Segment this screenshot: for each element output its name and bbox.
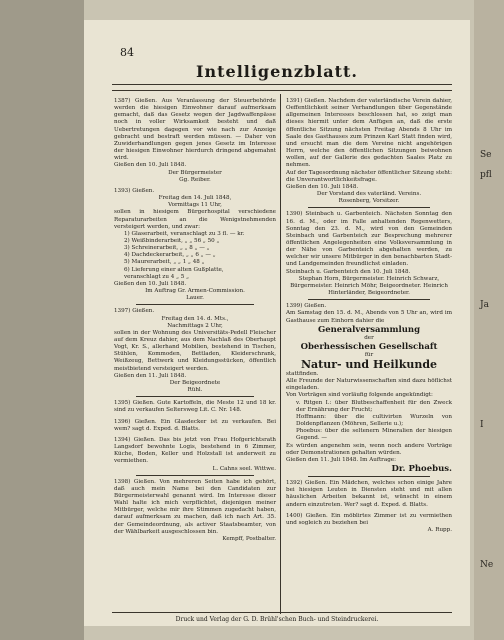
right-text-block: 1399) Gießen.	[286, 303, 327, 310]
left-text-block: Lauer.	[186, 295, 204, 302]
left-text-block: sollen in hiesigem Bürgerhospital verschiedene Reparaturarbeiten an die Wenigstnehmenden versteigert werden, und zwar:	[114, 209, 276, 230]
left-text-block: sollen in der Wohnung des Universitäts-Pedell Fleischer auf dem Kreuz dahier, aus dem Nachlaß des Oberhaupt Vogt, Kr. S., allerhand Mobilien, bestehend in Tischen, Stühlen, Kommoden, Bettladen, Kleiderschrank, Weißzeug, Bettwerk und Kleidungsstücken, öffentlich meistbietend versteigert werden.	[114, 329, 276, 372]
masthead-rule-top	[112, 84, 452, 85]
left-text-block: Freitag den 14. Juli 1848,	[158, 195, 232, 202]
edge-fragment: Ja	[480, 300, 489, 310]
masthead-title: Intelligenzblatt.	[196, 62, 358, 81]
right-text-block: Oberhessischen Gesellschaft	[300, 341, 438, 352]
right-text-block: 1392) Gießen. Ein Mädchen, welches schon einige Jahre bei hiesigen Leuten in Diensten steht und mit allen häuslichen Arbeiten bekannt ist, wünscht in einem andern einzutreten. Wer? sagt d. Exped. d. Blatts.	[286, 480, 452, 508]
right-text-block: Von Vorträgen sind vorläufig folgende angekündigt:	[286, 392, 433, 399]
left-text-block: Rühl.	[187, 387, 203, 394]
right-text-block: Gießen den 10. Juli 1848.	[286, 183, 359, 190]
right-text-block: Auf der Tagesordnung nächster öffentlicher Sitzung steht: die Unverantwortlichkeitsfrage.	[286, 169, 452, 183]
left-text-block: 4) Dachdeckerarbeit, „ „ 6 „ — „	[124, 252, 216, 259]
left-text-block: 1394) Gießen. Das bis jetzt von Frau Hofgerichtsrath Langsdorf bewohnte Logis, bestehend in 6 Zimmer, Küche, Boden, Keller und Holzstall ist anderweit zu vermiethen.	[114, 436, 276, 465]
left-text-block: Kempff, Postbalter.	[222, 535, 276, 542]
notice-separator	[136, 304, 254, 305]
right-text-block: v. Ritgen I.: über Blutbeschaffenheit für den Zweck der Ernährung der Frucht;	[296, 399, 452, 413]
left-text-block: Der Bürgermeister	[168, 169, 222, 176]
right-text-block: 1391) Gießen. Nachdem der vaterländische Verein dahier, Oeffentlichkeit seiner Verhandlungen über Gegenstände allgemeinen Interesses beschlossen hat, so zeigt man dieses hiermit unter dem Anfügen an, daß die erste öffentliche Sitzung nächsten Freitag Abends 8 Uhr im Saale des Gasthauses zum Prinzen Karl Statt finden wird, und ersucht man die dem Vereine nicht angehörigen Herrn, welche den öffentlichen Sitzungen beiwohnen wollen, auf der Gallerie des gedachten Saales Platz zu nehmen.	[286, 98, 452, 169]
left-text-block: 2) Weißbinderarbeit, „ „ 56 „ 50 „	[124, 237, 220, 244]
right-text-block: Alle Freunde der Naturwissenschaften sind dazu höflichst eingeladen.	[286, 378, 452, 392]
imprint-footer: Druck und Verlag der G. D. Brühl'schen Buch- und Steindruckerei.	[175, 616, 379, 623]
edge-fragment: I	[480, 420, 484, 430]
right-text-block: Stephan Horn, Bürgermeister. Heinrich Schwarz, Bürgermeister. Heinrich Möhr, Beigeordneter. Heinrich Hinterländer, Beigeordneter.	[290, 275, 448, 297]
right-text-block: Generalversammlung	[317, 324, 421, 335]
left-text-block: 1393) Gießen.	[114, 187, 155, 194]
left-text-block: 1396) Gießen. Ein Glasdecker ist zu verkaufen. Bei wem? sagt d. Exped. d. Blatts.	[114, 418, 276, 432]
right-text-block: für	[364, 351, 374, 358]
right-text-block: Dr. Phoebus.	[391, 464, 452, 475]
right-text-block: stattfinden.	[286, 371, 319, 377]
notice-separator	[136, 396, 254, 397]
left-text-block: Im Auftrag Gr. Armen-Commission.	[145, 288, 245, 295]
left-text-block: Gg. Reiber.	[179, 176, 211, 183]
right-text-block: Phoebus: über die seltenern Mineralien der hiesigen Gegend. —	[296, 428, 452, 442]
right-text-block: Es würden angenehm sein, wenn noch andere Vorträge oder Demonstrationen gehalten würden.	[286, 442, 452, 456]
left-text-block: L. Cahns seel. Wittwe.	[212, 465, 276, 472]
left-text-block: Nachmittags 2 Uhr,	[167, 322, 223, 329]
left-text-block: veranschlagt zu 4 „ 5 „	[124, 273, 189, 280]
right-text-block: Am Samstag den 15. d. M., Abends von 5 Uhr an, wird im Gasthause zum Einhorn dahier die	[286, 310, 452, 324]
page-number: 84	[120, 46, 134, 59]
left-text-block: 1395) Gießen. Gute Kartoffeln, die Meste 12 und 18 kr. sind zu verkaufen Seltersweg Lit. C. Nr. 148.	[114, 400, 276, 414]
right-text-block: A. Rupp.	[427, 526, 452, 533]
right-text-block: Gießen den 11. Juli 1848. Im Auftrage:	[286, 456, 396, 463]
left-text-block: Freitag den 14. d. Mts.,	[161, 315, 229, 322]
left-column	[114, 98, 276, 543]
left-text-block: Der Beigeordnete	[169, 379, 221, 386]
newspaper-page	[84, 20, 470, 626]
right-text-block: der	[364, 334, 374, 341]
right-text-block: Rosenberg, Vorsitzer.	[338, 198, 400, 205]
left-text-block: 6) Lieferung einer alten Gußplatte,	[124, 266, 224, 273]
right-text-block: Natur- und Heilkunde	[300, 358, 438, 371]
notice-separator	[308, 476, 430, 477]
left-text-block: Gießen den 10. Juli 1848.	[114, 280, 187, 287]
next-page-edge	[474, 0, 504, 640]
notice-separator	[308, 207, 430, 208]
left-text-block: Gießen den 11. Juli 1848.	[114, 372, 187, 379]
right-text-block: 1400) Gießen. Ein möblirtes Zimmer ist zu vermiethen und sogleich zu beziehen bei	[286, 512, 452, 526]
left-text-block: 1) Glaserarbeit, veranschlagt zu 3 fl. — kr.	[124, 230, 245, 237]
notice-separator	[308, 299, 430, 300]
notice-separator	[136, 475, 254, 476]
right-text-block: Der Vorstand des vaterländ. Vereins.	[316, 191, 422, 198]
left-text-block: 5) Maurerarbeit, „ „ 1 „ 48 „	[124, 259, 205, 266]
edge-fragment: Se	[480, 150, 492, 160]
masthead-rule-bottom	[112, 90, 452, 91]
footer-rule	[112, 612, 452, 613]
edge-fragment: Ne	[480, 560, 494, 570]
right-text-block: 1390) Steinbach u. Garbenteich. Nächsten Sonntag den 16. d. M., oder im Falle anhaltenden Regenwetters, Sonntag den 23. d. M., wird von den Gemeinden Steinbach und Garbenteich zur Besprechung mehrerer öffentlichen Angelegenheiten eine Volksversammlung in der Nähe von Garbenteich abgehalten werden, zu welcher wir unsere Mitbürger in den benachbarten Stadt- und Landgemeinden freundlichst einladen.	[286, 211, 452, 268]
left-text-block: 1398) Gießen. Von mehreren Seiten habe ich gehört, daß auch mein Name bei den Candidaten zur Bürgermeisterwahl genannt wird. Im Interesse dieser Wahl halte ich mich verpflichtet, diejenigen meiner Mitbürger, welche mir ihre Stimmen zugedacht haben, darauf aufmerksam zu machen, daß ich nach Art. 35. der Gemeindeordnung, als activer Staatsbeamter, von der Wählbarkeit ausgeschlossen bin.	[114, 478, 276, 535]
right-column	[286, 98, 452, 534]
adjacent-page-shadow	[0, 0, 84, 640]
left-text-block: Gießen den 10. Juli 1848.	[114, 162, 187, 169]
right-text-block: Hoffmann: über die cultivirten Wurzeln von Doldenpflanzen (Möhren, Sellerie u.);	[296, 413, 452, 428]
left-text-block: 3) Schreinerarbeit, „ „ 8 „ — „	[124, 245, 210, 252]
left-text-block: 1397) Gießen.	[114, 308, 155, 315]
right-text-block: Steinbach u. Garbenteich den 10. Juli 1848.	[286, 268, 411, 275]
left-text-block: 1387) Gießen. Aus Veranlassung der Steuerbehörde werden die hiesigen Einwohner darauf aufmerksam gemacht, daß das Gesetz wegen der Jagdwaffenpässe noch in voller Wirksamkeit besteht und daß Uebertretungen dagegen vor wie nach zur Anzeige gebracht und bestraft werden müssen. — Daher von Zuwiderhandlungen gegen jenes Gesetz im Interesse der hiesigen Einwohner hierdurch dringend abgemahnt wird.	[114, 98, 276, 162]
column-divider	[280, 94, 281, 614]
left-text-block: Vormittags 11 Uhr,	[168, 202, 222, 209]
edge-fragment: pfl	[480, 170, 492, 180]
